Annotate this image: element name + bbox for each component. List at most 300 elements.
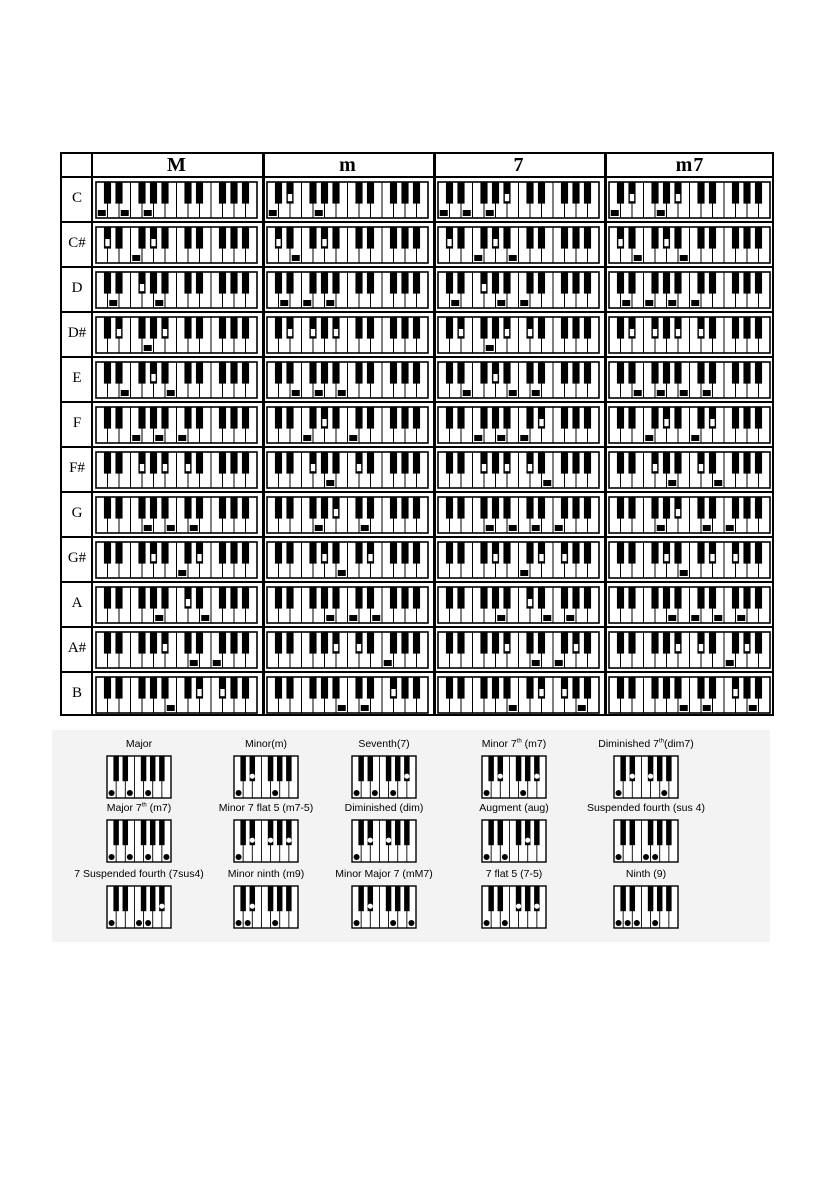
pressed-key-dot <box>354 790 360 796</box>
black-key <box>480 632 487 654</box>
pressed-key-dot <box>354 920 360 926</box>
pressed-key-marker <box>714 480 722 486</box>
pressed-key-marker <box>726 660 734 666</box>
pressed-key-marker <box>276 239 281 247</box>
piano-keyboard <box>605 179 775 222</box>
black-key <box>123 886 128 911</box>
black-key <box>666 756 671 781</box>
black-key <box>492 182 499 204</box>
column-header-major: M <box>167 154 187 176</box>
black-key <box>732 587 739 609</box>
black-key <box>674 677 681 699</box>
piano-keyboard <box>92 224 262 267</box>
black-key <box>219 497 226 519</box>
black-key <box>651 272 658 294</box>
pressed-key-marker <box>566 615 574 621</box>
pressed-key-marker <box>691 300 699 306</box>
root-note-label: F# <box>69 460 85 476</box>
black-key <box>286 756 291 781</box>
pressed-key-marker <box>326 300 334 306</box>
black-key <box>628 227 635 249</box>
pressed-key-marker <box>338 705 346 711</box>
legend-piano-keyboard <box>480 755 550 801</box>
black-key <box>286 227 293 249</box>
pressed-key-marker <box>167 705 175 711</box>
black-key <box>651 542 658 564</box>
pressed-key-marker <box>361 705 369 711</box>
black-key <box>138 632 145 654</box>
black-key <box>242 227 249 249</box>
black-key <box>743 362 750 384</box>
black-key <box>184 227 191 249</box>
black-key <box>657 756 662 781</box>
black-key <box>395 820 400 845</box>
pressed-key-marker <box>338 570 346 576</box>
black-key <box>709 227 716 249</box>
piano-keyboard <box>434 674 604 717</box>
black-key <box>219 587 226 609</box>
pressed-key-marker <box>178 435 186 441</box>
pressed-key-marker <box>322 419 327 427</box>
black-key <box>196 587 203 609</box>
pressed-key-marker <box>703 705 711 711</box>
piano-keyboard <box>434 404 604 447</box>
black-key <box>286 272 293 294</box>
black-key <box>161 362 168 384</box>
black-key <box>648 820 653 845</box>
pressed-key-marker <box>657 390 665 396</box>
pressed-key-marker <box>280 300 288 306</box>
black-key <box>413 587 420 609</box>
black-key <box>572 677 579 699</box>
black-key <box>526 227 533 249</box>
black-key <box>275 677 282 699</box>
black-key <box>115 587 122 609</box>
black-key <box>321 677 328 699</box>
pressed-key-marker <box>675 509 680 517</box>
pressed-key-marker <box>333 329 338 337</box>
pressed-key-marker <box>645 435 653 441</box>
pressed-key-marker <box>322 239 327 247</box>
black-key <box>457 407 464 429</box>
black-key <box>268 886 273 911</box>
pressed-key-marker <box>710 419 715 427</box>
black-key <box>480 587 487 609</box>
pressed-key-marker <box>315 390 323 396</box>
pressed-key-marker <box>698 464 703 472</box>
pressed-key-marker <box>167 525 175 531</box>
black-key <box>503 272 510 294</box>
pressed-key-marker <box>691 435 699 441</box>
piano-keyboard <box>263 539 433 582</box>
piano-keyboard <box>434 179 604 222</box>
black-key <box>584 632 591 654</box>
black-key <box>230 677 237 699</box>
black-key <box>457 182 464 204</box>
piano-keyboard <box>92 314 262 357</box>
pressed-key-dot <box>652 920 658 926</box>
black-key <box>561 182 568 204</box>
black-key <box>709 677 716 699</box>
black-key <box>161 407 168 429</box>
row-divider <box>62 176 772 178</box>
piano-keyboard <box>92 674 262 717</box>
black-key <box>113 820 118 845</box>
black-key <box>584 182 591 204</box>
black-key <box>457 272 464 294</box>
black-key <box>242 497 249 519</box>
black-key <box>413 182 420 204</box>
black-key <box>663 452 670 474</box>
black-key <box>401 452 408 474</box>
black-key <box>104 497 111 519</box>
pressed-key-marker <box>121 210 129 216</box>
pressed-key-marker <box>310 464 315 472</box>
black-key <box>755 452 762 474</box>
column-header-seventh: 7 <box>513 154 525 176</box>
black-key <box>534 820 539 845</box>
root-note-label: G# <box>67 550 87 566</box>
black-key <box>184 362 191 384</box>
black-key <box>286 362 293 384</box>
black-key <box>413 677 420 699</box>
pressed-key-marker <box>493 239 498 247</box>
black-key <box>240 886 245 911</box>
black-key <box>150 677 157 699</box>
pressed-key-marker <box>481 284 486 292</box>
black-key <box>309 272 316 294</box>
black-key <box>503 497 510 519</box>
black-key <box>628 542 635 564</box>
black-key <box>242 272 249 294</box>
black-key <box>390 227 397 249</box>
black-key <box>355 272 362 294</box>
legend-piano-keyboard <box>350 755 420 801</box>
black-key <box>240 820 245 845</box>
black-key <box>104 452 111 474</box>
black-key <box>230 272 237 294</box>
piano-keyboard <box>263 359 433 402</box>
pressed-key-marker <box>520 300 528 306</box>
pressed-key-dot <box>390 920 396 926</box>
pressed-key-marker <box>178 570 186 576</box>
pressed-key-marker <box>710 554 715 562</box>
pressed-key-marker <box>315 525 323 531</box>
black-key <box>219 632 226 654</box>
black-key <box>219 362 226 384</box>
black-key <box>584 452 591 474</box>
black-key <box>617 317 624 339</box>
pressed-key-marker <box>698 644 703 652</box>
black-key <box>488 820 493 845</box>
black-key <box>709 182 716 204</box>
black-key <box>572 317 579 339</box>
black-key <box>159 756 164 781</box>
legend-piano-keyboard <box>232 755 302 801</box>
black-key <box>401 407 408 429</box>
pressed-key-marker <box>361 525 369 531</box>
black-key <box>184 182 191 204</box>
black-key <box>628 677 635 699</box>
black-key <box>457 542 464 564</box>
pressed-key-dot <box>272 790 278 796</box>
black-key <box>561 362 568 384</box>
pressed-key-marker <box>292 255 300 261</box>
pressed-key-marker <box>162 329 167 337</box>
black-key <box>538 272 545 294</box>
black-key <box>413 227 420 249</box>
black-key <box>219 182 226 204</box>
black-key <box>332 452 339 474</box>
black-key <box>732 452 739 474</box>
black-key <box>401 497 408 519</box>
pressed-key-marker <box>611 210 619 216</box>
pressed-key-dot <box>534 774 539 779</box>
black-key <box>230 452 237 474</box>
black-key <box>230 497 237 519</box>
black-key <box>286 886 291 911</box>
pressed-key-marker <box>190 525 198 531</box>
pressed-key-dot <box>136 920 142 926</box>
black-key <box>413 452 420 474</box>
legend-chord-title: 7 flat 5 (7-5) <box>485 868 543 880</box>
pressed-key-marker <box>504 464 509 472</box>
piano-keyboard <box>263 179 433 222</box>
black-key <box>413 407 420 429</box>
black-key <box>651 227 658 249</box>
black-key <box>628 497 635 519</box>
black-key <box>150 587 157 609</box>
pressed-key-marker <box>527 464 532 472</box>
pressed-key-dot <box>502 920 508 926</box>
piano-keyboard <box>92 359 262 402</box>
black-key <box>584 362 591 384</box>
pressed-key-marker <box>618 239 623 247</box>
pressed-key-marker <box>703 390 711 396</box>
black-key <box>663 632 670 654</box>
black-key <box>150 317 157 339</box>
black-key <box>674 362 681 384</box>
black-key <box>123 756 128 781</box>
legend-chord-title: Minor(m) <box>245 738 287 750</box>
black-key <box>538 587 545 609</box>
black-key <box>584 587 591 609</box>
black-key <box>395 886 400 911</box>
legend-chord-title: Ninth (9) <box>625 868 667 880</box>
black-key <box>755 227 762 249</box>
black-key <box>150 820 155 845</box>
piano-keyboard <box>263 629 433 672</box>
black-key <box>113 756 118 781</box>
black-key <box>219 272 226 294</box>
black-key <box>663 182 670 204</box>
black-key <box>709 272 716 294</box>
pressed-key-marker <box>486 210 494 216</box>
black-key <box>367 362 374 384</box>
pressed-key-marker <box>155 435 163 441</box>
pressed-key-dot <box>245 920 251 926</box>
black-key <box>663 497 670 519</box>
piano-keyboard <box>605 674 775 717</box>
chord-chart-table <box>60 152 774 716</box>
pressed-key-dot <box>616 790 622 796</box>
pressed-key-marker <box>463 210 471 216</box>
black-key <box>617 497 624 519</box>
black-key <box>457 452 464 474</box>
black-key <box>161 587 168 609</box>
legend-piano-keyboard <box>612 885 682 931</box>
pressed-key-marker <box>338 390 346 396</box>
pressed-key-marker <box>162 644 167 652</box>
legend-piano-keyboard <box>105 819 175 865</box>
black-key <box>309 182 316 204</box>
black-key <box>184 272 191 294</box>
black-key <box>242 182 249 204</box>
black-key <box>617 452 624 474</box>
black-key <box>161 272 168 294</box>
black-key <box>663 677 670 699</box>
pressed-key-marker <box>680 705 688 711</box>
black-key <box>242 542 249 564</box>
pressed-key-marker <box>497 300 505 306</box>
black-key <box>196 272 203 294</box>
black-key <box>628 272 635 294</box>
pressed-key-marker <box>287 194 292 202</box>
black-key <box>628 587 635 609</box>
black-key <box>446 497 453 519</box>
pressed-key-marker <box>664 239 669 247</box>
legend-chord-title: Minor ninth (m9) <box>227 868 305 880</box>
black-key <box>159 820 164 845</box>
black-key <box>446 272 453 294</box>
pressed-key-marker <box>109 300 117 306</box>
black-key <box>503 227 510 249</box>
black-key <box>572 497 579 519</box>
pressed-key-marker <box>680 570 688 576</box>
black-key <box>104 182 111 204</box>
pressed-key-marker <box>326 480 334 486</box>
black-key <box>492 587 499 609</box>
pressed-key-marker <box>333 644 338 652</box>
black-key <box>498 820 503 845</box>
piano-keyboard <box>92 584 262 627</box>
black-key <box>526 272 533 294</box>
pressed-key-marker <box>652 464 657 472</box>
pressed-key-marker <box>504 194 509 202</box>
pressed-key-dot <box>354 854 360 860</box>
black-key <box>617 542 624 564</box>
root-note-label: G <box>71 505 83 521</box>
black-key <box>390 182 397 204</box>
black-key <box>538 632 545 654</box>
piano-keyboard <box>605 539 775 582</box>
pressed-key-marker <box>749 705 757 711</box>
black-key <box>651 362 658 384</box>
black-key <box>503 587 510 609</box>
root-note-label: C# <box>68 235 86 251</box>
black-key <box>755 677 762 699</box>
black-key <box>657 820 662 845</box>
black-key <box>401 632 408 654</box>
pressed-key-marker <box>573 644 578 652</box>
black-key <box>309 542 316 564</box>
pressed-key-marker <box>691 615 699 621</box>
root-note-label: E <box>72 370 82 386</box>
piano-keyboard <box>605 404 775 447</box>
black-key <box>358 820 363 845</box>
black-key <box>480 227 487 249</box>
black-key <box>390 452 397 474</box>
black-key <box>355 407 362 429</box>
pressed-key-marker <box>151 239 156 247</box>
pressed-key-marker <box>185 599 190 607</box>
black-key <box>184 497 191 519</box>
pressed-key-marker <box>155 615 163 621</box>
pressed-key-marker <box>303 300 311 306</box>
pressed-key-marker <box>447 239 452 247</box>
black-key <box>286 407 293 429</box>
pressed-key-marker <box>493 554 498 562</box>
black-key <box>651 632 658 654</box>
black-key <box>386 886 391 911</box>
black-key <box>242 632 249 654</box>
black-key <box>743 587 750 609</box>
pressed-key-marker <box>680 255 688 261</box>
black-key <box>446 632 453 654</box>
black-key <box>390 587 397 609</box>
black-key <box>457 677 464 699</box>
black-key <box>561 587 568 609</box>
pressed-key-marker <box>356 464 361 472</box>
black-key <box>104 632 111 654</box>
pressed-key-marker <box>698 329 703 337</box>
black-key <box>709 317 716 339</box>
black-key <box>628 452 635 474</box>
black-key <box>651 677 658 699</box>
piano-keyboard <box>434 269 604 312</box>
black-key <box>286 497 293 519</box>
piano-keyboard <box>605 224 775 267</box>
black-key <box>390 362 397 384</box>
black-key <box>526 632 533 654</box>
pressed-key-marker <box>543 615 551 621</box>
piano-keyboard <box>92 494 262 537</box>
pressed-key-marker <box>98 210 106 216</box>
pressed-key-marker <box>197 554 202 562</box>
black-key <box>141 886 146 911</box>
black-key <box>732 182 739 204</box>
pressed-key-dot <box>145 790 151 796</box>
black-key <box>480 182 487 204</box>
black-key <box>332 407 339 429</box>
black-key <box>401 272 408 294</box>
black-key <box>115 182 122 204</box>
black-key <box>138 677 145 699</box>
black-key <box>732 362 739 384</box>
pressed-key-marker <box>539 689 544 697</box>
legend-title-superscript: th <box>141 802 147 809</box>
black-key <box>275 182 282 204</box>
black-key <box>697 272 704 294</box>
black-key <box>457 227 464 249</box>
pressed-key-dot <box>286 838 291 843</box>
legend-piano-keyboard <box>350 885 420 931</box>
pressed-key-dot <box>534 904 539 909</box>
black-key <box>526 407 533 429</box>
black-key <box>355 182 362 204</box>
legend-piano-keyboard <box>350 819 420 865</box>
pressed-key-marker <box>714 615 722 621</box>
